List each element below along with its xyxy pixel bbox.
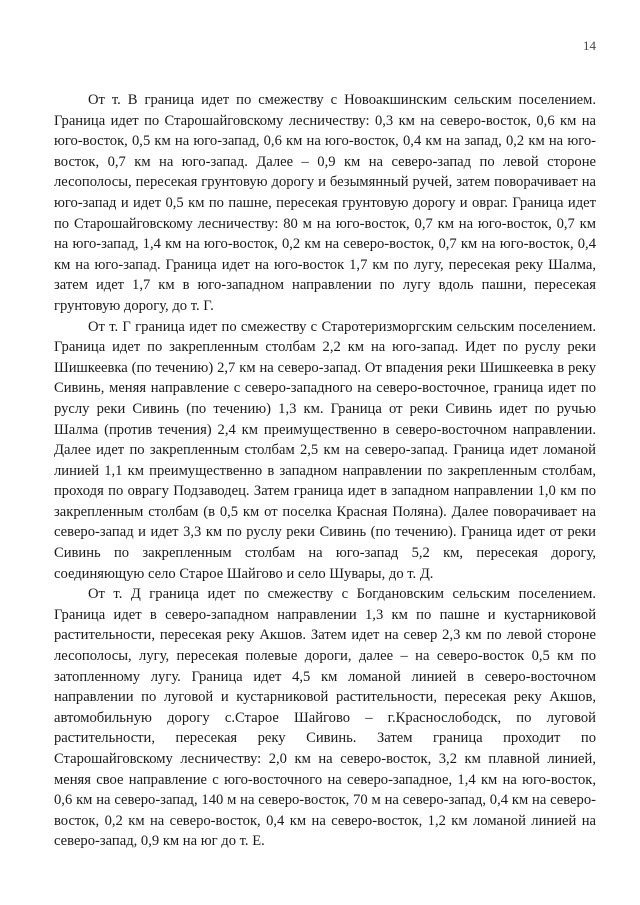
paragraph-boundary-v-g: От т. В граница идет по смежеству с Новоакшинским сельским поселением. Граница идет по Старошайговскому лесничеству: 0,3 км на северо-восток, 0,6 км на юго-восток, 0,5 км на юго-запад, 0,6 км на юго-восток, 0,4 км на запад, 0,2 км на юго-восток, 0,7 км на юго-запад. Далее – 0,9 км на северо-запад по левой стороне лесополосы, пересекая грунтовую дорогу и безымянный ручей, затем поворачивает на юго-запад и идет 0,5 км по пашне, пересекая грунтовую дорогу и овраг. Граница идет по Старошайговскому лесничеству: 80 м на юго-восток, 0,7 км на юго-восток, 0,7 км на юго-запад, 1,4 км на юго-восток, 0,2 км на северо-восток, 0,7 км на юго-восток, 0,4 км на юго-запад. Граница идет на юго-восток 1,7 км по лугу, пересекая реку Шалма, затем идет 1,7 км в юго-западном направлении по лугу вдоль пашни, пересекая грунтовую дорогу, до т. Г. [54,92,596,314]
paragraph-boundary-d-e: От т. Д граница идет по смежеству с Богдановским сельским поселением. Граница идет в северо-западном направлении 1,3 км по пашне и кустарниковой растительности, пересекая реку Акшов. Затем идет на север 2,3 км по левой стороне лесополосы, лугу, пересекая полевые дороги, далее – на северо-восток 0,5 км по затопленному лугу. Граница идет 4,5 км ломаной линией в северо-восточном направлении по луговой и кустарниковой растительности, пересекая реку Акшов, автомобильную дорогу с.Старое Шайгово – г.Краснослободск, по луговой растительности, пересекая реку Сивинь. Затем граница проходит по Старошайговскому лесничеству: 2,0 км на северо-восток, 3,2 км плавной линией, меняя свое направление с юго-восточного на северо-западное, 1,4 км на юго-восток, 0,6 км на северо-запад, 140 м на северо-восток, 70 м на северо-запад, 0,4 км на северо-восток, 0,2 км на северо-восток, 0,4 км на северо-восток, 1,2 км ломаной линией на северо-запад, 0,9 км на юг до т. Е. [54,586,596,850]
paragraph-boundary-g-d: От т. Г граница идет по смежеству с Старотеризморгским сельским поселением. Граница идет по закрепленным столбам 2,2 км на юго-запад. Идет по руслу реки Шишкеевка (по течению) 2,7 км на северо-запад. От впадения реки Шишкеевка в реку Сивинь, меняя направление с северо-западного на северо-восточное, граница идет по руслу реки Сивинь (по течению) 1,3 км. Граница от реки Сивинь идет по ручью Шалма (против течения) 2,4 км преимущественно в северо-восточном направлении. Далее идет по закрепленным столбам 2,5 км на северо-запад. Граница идет ломаной линией 1,1 км преимущественно в западном направлении по закрепленным столбам, проходя по оврагу Подзаводец. Затем граница идет в западном направлении 1,0 км по закрепленным столбам (в 0,5 км от поселка Красная Поляна). Далее поворачивает на северо-запад и идет 3,3 км по руслу реки Сивинь (по течению). Граница идет от реки Сивинь по закрепленным столбам на юго-запад 5,2 км, пересекая дорогу, соединяющую село Старое Шайгово и село Шувары, до т. Д. [54,318,596,582]
document-body [54,90,596,852]
page-number: 14 [583,38,596,53]
